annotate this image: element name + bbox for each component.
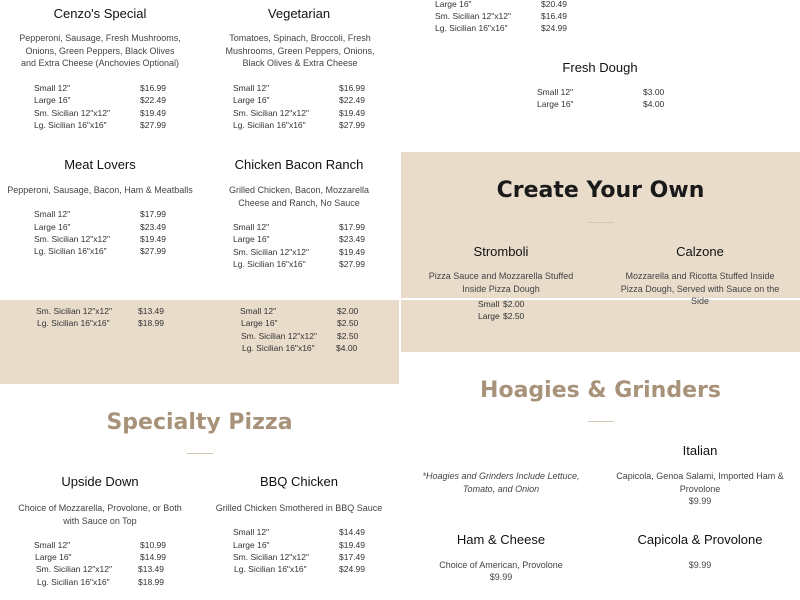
calzone-title: Calzone — [676, 244, 724, 259]
capicola-title: Capicola & Provolone — [637, 532, 763, 547]
specialty-divider — [187, 453, 213, 454]
upside-down-desc: Choice of Mozzarella, Provolone, or Both with Sauce on Top — [18, 503, 182, 526]
italian-price: $9.99 — [688, 496, 712, 506]
create-your-own-heading: Create Your Own — [496, 178, 705, 203]
ham-cheese-title: Ham & Cheese — [456, 532, 546, 547]
italian-desc: Capicola, Genoa Salami, Imported Ham & Provolone — [616, 471, 784, 494]
bbq-chicken-desc: Grilled Chicken Smothered in BBQ Sauce — [215, 503, 383, 513]
bbq-chicken-title: BBQ Chicken — [259, 474, 339, 489]
chicken-bacon-ranch-title: Chicken Bacon Ranch — [234, 157, 364, 172]
stromboli-title: Stromboli — [473, 244, 529, 259]
ham-cheese-price: $9.99 — [489, 572, 513, 582]
hoagies-note: *Hoagies and Grinders Include Lettuce, Tomato, and Onion — [422, 471, 580, 494]
specialty-pizza-heading: Specialty Pizza — [106, 410, 293, 435]
meat-lovers-title: Meat Lovers — [64, 157, 136, 172]
hoagies-heading: Hoagies & Grinders — [480, 378, 721, 403]
vegetarian-title: Vegetarian — [267, 6, 331, 21]
cenzo-title: Cenzo's Special — [53, 6, 147, 21]
capicola-price: $9.99 — [688, 560, 712, 570]
vegetarian-desc: Tomatoes, Spinach, Broccoli, Fresh Mushrooms, Green Peppers, Onions, Black Olives & Extra Cheese — [225, 33, 375, 68]
upside-down-title: Upside Down — [61, 474, 139, 489]
meat-lovers-desc: Pepperoni, Sausage, Bacon, Ham & Meatballs — [7, 185, 193, 195]
stromboli-desc: Pizza Sauce and Mozzarella Stuffed Inside Pizza Dough — [428, 271, 574, 294]
calzone-desc: Mozzarella and Ricotta Stuffed Inside Pizza Dough, Served with Sauce on the Side — [620, 271, 780, 306]
chicken-bacon-ranch-desc: Grilled Chicken, Bacon, Mozzarella Cheese and Ranch, No Sauce — [228, 185, 370, 208]
ham-cheese-desc: Choice of American, Provolone — [439, 560, 563, 570]
hoagies-divider — [588, 421, 614, 422]
fresh-dough-title: Fresh Dough — [562, 60, 638, 75]
cenzo-desc: Pepperoni, Sausage, Fresh Mushrooms, Onions, Green Peppers, Black Olives and Extra Cheese (Anchovies Optional) — [19, 33, 181, 68]
italian-title: Italian — [682, 443, 718, 458]
create-your-own-divider — [588, 222, 614, 223]
